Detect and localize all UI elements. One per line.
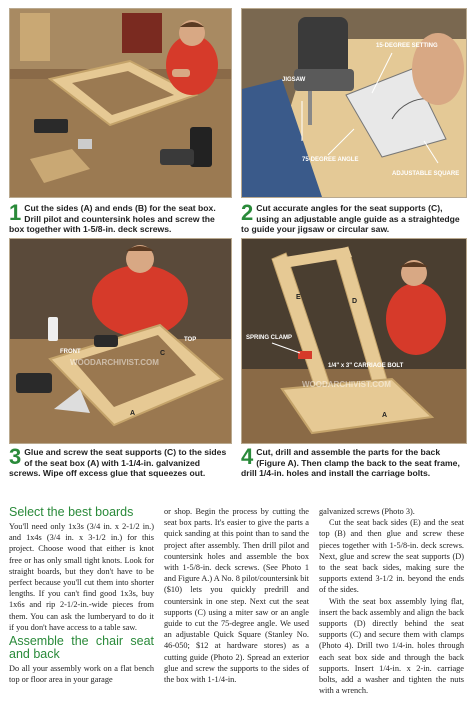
caption-step-4 — [241, 444, 465, 479]
label-adjustable-square: ADJUSTABLE SQUARE — [392, 171, 460, 177]
caption-step-2 — [241, 200, 465, 235]
step-text-2: Cut accurate angles for the seat supports (C), using an adjustable angle guide as a straightedge to guide your jigsaw or circular saw. — [241, 203, 460, 235]
photo-1 — [9, 8, 232, 198]
label-front: FRONT — [60, 349, 81, 355]
label-15-degree-setting: 15-DEGREE SETTING — [376, 43, 438, 49]
watermark-4: WOODARCHIVIST.COM — [302, 380, 391, 389]
label-75-degree-angle: 75-DEGREE ANGLE — [302, 157, 359, 163]
watermark-3: WOODARCHIVIST.COM — [70, 358, 159, 367]
step-text-4: Cut, drill and assemble the parts for the back (Figure A). Then clamp the back to the seat frame, drill 1/4-in. holes and install the carriage bolts. — [241, 447, 460, 479]
label-part-a-4: A — [382, 412, 388, 419]
paragraph-boards: You'll need only 1x3s (3/4 in. x 2-1/2 in.) and 1x4s (3/4 in. x 3-1/2 in.) for this project. Choose wood that either is knot free or has only small tight knots. Look for straight boards, but they don't have to be perfect because you'll cut them into shorter lengths. If you can't find good 1x3s, buy 1x6s and rip 2-1/2-in.-wide pieces from them. You can ask the lumberyard to do it if you don't have access to a table saw. — [9, 522, 154, 632]
label-spring-clamp: SPRING CLAMP — [246, 335, 293, 341]
label-carriage-bolt: 1/4" x 3" CARRIAGE BOLT — [328, 363, 404, 369]
label-part-e: E — [296, 294, 301, 301]
heading-assemble: Assemble the chair seat and back — [9, 634, 154, 662]
step-number-2: 2 — [241, 200, 254, 225]
step-number-1: 1 — [9, 200, 22, 225]
step-number-4: 4 — [241, 444, 254, 469]
article-column-3 — [319, 506, 464, 696]
photo-4 — [241, 238, 467, 444]
paragraph-seat-back: Cut the seat back sides (E) and the seat top (B) and then glue and screw these pieces together with 1-5/8-in. deck screws. Next, glue and screw the seat supports (D) to the seat back sides, making sure the supports extend 3-1/2 in. beyond the ends of the sides. — [319, 518, 464, 595]
label-top: TOP — [184, 337, 197, 343]
step-text-3: Glue and screw the seat supports (C) to the sides of the seat box (A) with 1-1/4-in. galvanized screws. Wipe off excess glue that squeezes out. — [9, 447, 227, 479]
step-number-3: 3 — [9, 444, 22, 469]
caption-step-1 — [9, 200, 231, 235]
step-text-1: Cut the sides (A) and ends (B) for the seat box. Drill pilot and countersink holes and screw the box together with 1-5/8-in. deck screws. — [9, 203, 216, 235]
photo-3 — [9, 238, 232, 444]
paragraph-galvanized: galvanized screws (Photo 3). — [319, 507, 415, 516]
label-part-d: D — [352, 298, 358, 305]
paragraph-bolts: With the seat box assembly lying flat, insert the back assembly and align the back supports (D) directly behind the seat supports (C) and secure them with clamps (Photo 4). Drill two 1/4-in. holes through each seat box side and through the back supports. Insert 1/4-in. x 2-in. carriage bolts, add a washer and tighten the nuts with a wrench. — [319, 596, 464, 696]
label-part-c: C — [160, 350, 166, 357]
paragraph-assembly-cont: or shop. Begin the process by cutting the seat box parts. It's easier to give the parts a quick sanding at this point than to sand the project after assembly. Then drill pilot and countersink holes and assemble the box with 1-5/8-in. deck screws. (See Photo 1 and Figure A.) A No. 8 pilot/countersink bit ($10) lets you quickly predrill and countersink in one step. Next cut the seat supports (C) using a miter saw or an angle guide to cut the 75-degree angle. We used an adjustable Quick Square (Stanley No. 46-050; $12 at hardware stores) as a cutting guide (Photo 2). Spread an exterior glue and screw the supports to the sides of the box with 1-1/4-in. — [164, 507, 309, 685]
photo-2 — [241, 8, 467, 198]
heading-select-best-boards: Select the best boards — [9, 505, 134, 519]
article-column-1 — [9, 506, 154, 685]
article-column-2 — [164, 506, 309, 685]
caption-step-3 — [9, 444, 231, 479]
paragraph-assembly-start: Do all your assembly work on a flat bench top or floor area in your garage — [9, 664, 154, 685]
label-jigsaw: JIGSAW — [282, 77, 306, 83]
label-part-a: A — [130, 410, 136, 417]
